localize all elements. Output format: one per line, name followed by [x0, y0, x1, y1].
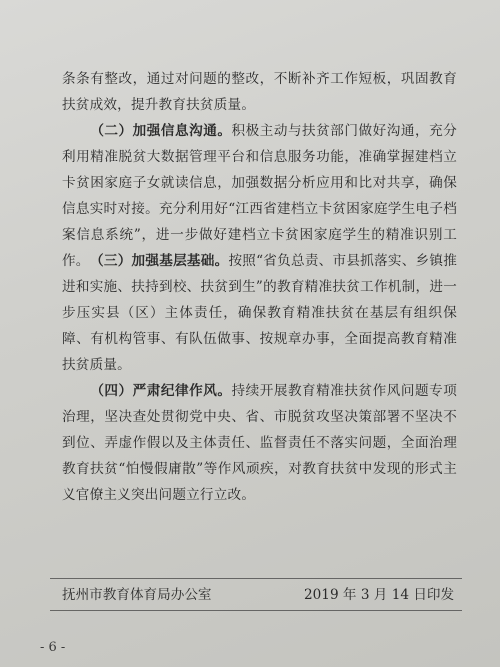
paragraph-discipline-style [62, 378, 457, 508]
footer-top-rule [50, 578, 462, 579]
paragraph-grassroots-foundation [62, 248, 457, 378]
section-heading: （二）加强信息沟通。 [90, 123, 232, 139]
footer-bottom-rule [50, 610, 462, 611]
paragraph-text: 持续开展教育精准扶贫作风问题专项治理，坚决查处贯彻党中央、省、市脱贫攻坚决策部署不坚决不到位、弄虚作假以及主体责任、监督责任不落实问题，全面治理教育扶贫“怕慢假庸散”等作风顽疾，对教育扶贫中发现的形式主义官僚主义突出问题立行立改。 [62, 383, 458, 503]
page-number: - 6 - [40, 640, 66, 655]
paragraph-text: 按照“省负总责、市县抓落实、乡镇推进和实施、扶持到校、扶贫到生”的教育精准扶贫工作机制，进一步压实县（区）主体责任，确保教育精准扶贫在基层有组织保障、有机构管事、有队伍做事、按规章办事，全面提高教育精准扶贫质量。 [62, 253, 457, 373]
paragraph-text: 条条有整改，通过对问题的整改，不断补齐工作短板，巩固教育扶贫成效，提升教育扶贫质量。 [62, 71, 457, 113]
issue-date: 2019 年 3 月 14 日印发 [304, 587, 455, 603]
paragraph-continuation [62, 66, 457, 118]
section-heading: （四）严肃纪律作风。 [90, 383, 232, 399]
issuing-office: 抚州市教育体育局办公室 [62, 587, 212, 603]
paragraph-text: 积极主动与扶贫部门做好沟通，充分利用精准脱贫大数据管理平台和信息服务功能，准确掌握建档立卡贫困家庭子女就读信息，加强数据分析应用和比对共享，确保信息实时对接。充分利用好“江西省建档立卡贫困家庭学生电子档案信息系统”，进一步做好建档立卡贫困家庭学生的精准识别工作。 [62, 123, 458, 269]
section-heading: （三）加强基层基础。 [90, 253, 229, 269]
